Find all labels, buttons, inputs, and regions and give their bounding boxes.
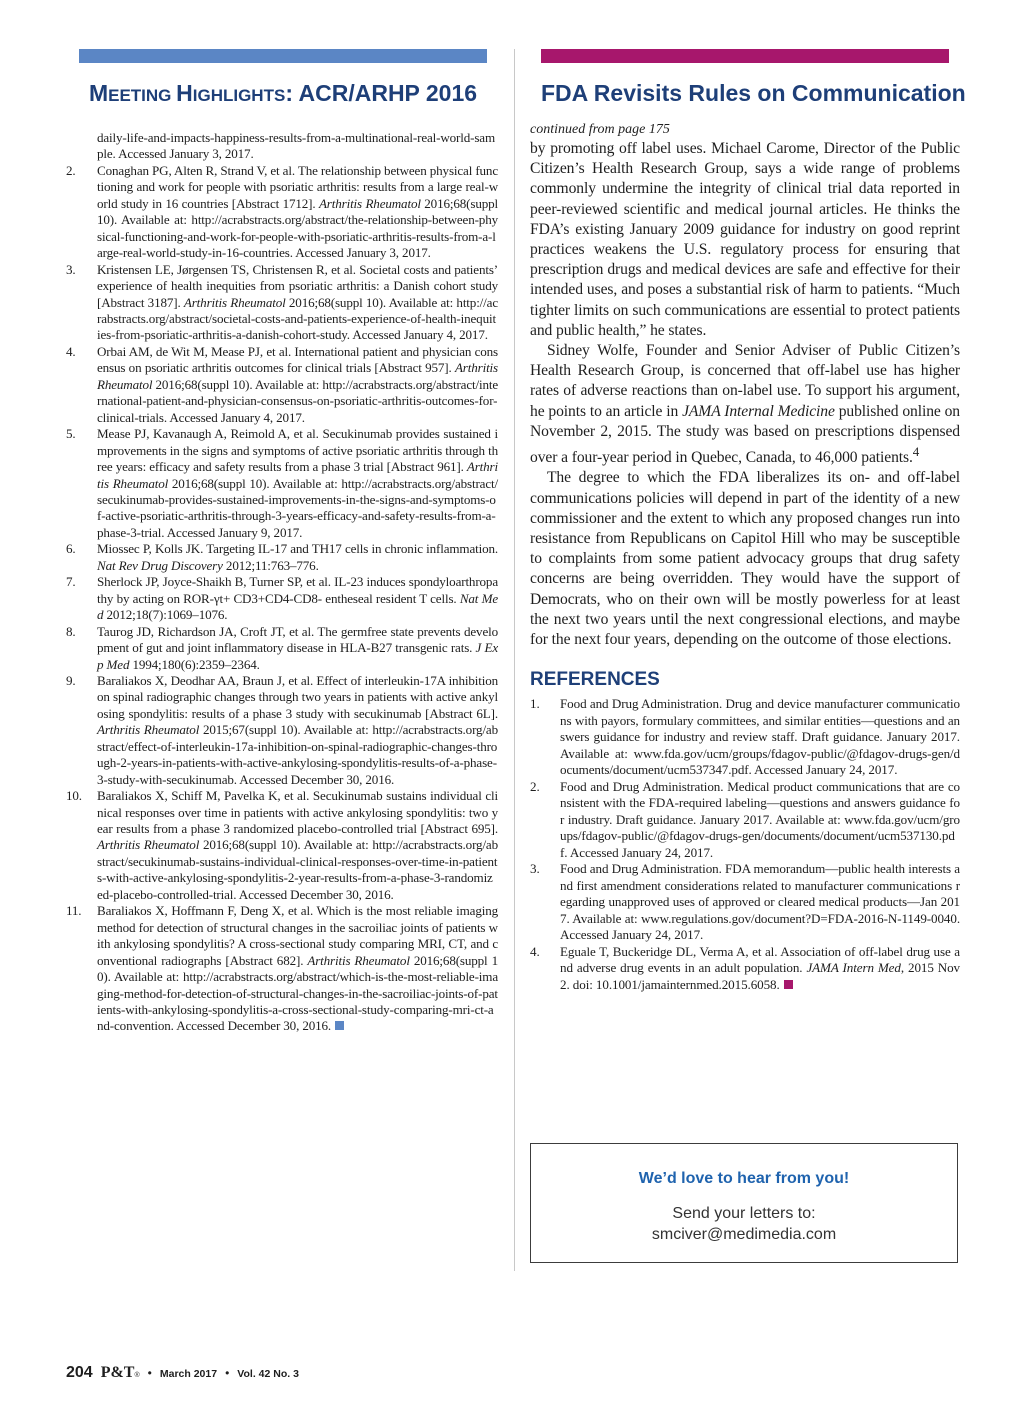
reference-item	[66, 426, 498, 541]
text-run: Baraliakos X, Deodhar AA, Braun J, et al. Effect of interleukin-17A inhibition on spinal radiographic changes through two years in patients with active ankylosing spondylitis: results of a phase 3 study with secukinumab [Abstract 6L].	[97, 672, 498, 721]
text-run: 2012;11:763–776.	[222, 557, 319, 573]
letters-box-title: We’d love to hear from you!	[638, 1170, 850, 1187]
text-run: The degree to which the FDA liberalizes its on- and off-label communications policies will depend in part of the identity of a new commissioner and the extent to which any proposed changes run into resistance from Republicans on Capitol Hill who may be susceptible to complaints from some patient advocacy groups that drug safety concerns are being overridden. They would have the support of Democrats, who on their own will be mostly powerless for at least the next two years until the next congressional elections, and maybe for the next four years, depending on the outcome of those elections.	[530, 469, 960, 649]
reference-item	[66, 130, 498, 163]
reference-number: 7.	[66, 574, 76, 590]
issue-date: March 2017	[159, 1368, 218, 1380]
reference-text	[97, 130, 498, 163]
text-run: 2016;68(suppl 10). Available at: http://acrabstracts.org/abstract/societal-costs-and-patients-experience-of-health-inequities-from-psoriatic-arthritis-a-danish-cohort-study. Accessed January 4, 2017.	[97, 294, 498, 343]
text-run: 2012;18(7):1069–1076.	[103, 607, 228, 623]
reference-text	[560, 944, 960, 994]
page-number: 204	[66, 1364, 93, 1381]
article-paragraph	[530, 468, 960, 650]
reference-item	[66, 163, 498, 262]
reference-text	[560, 779, 960, 862]
text-run: Miossec P, Kolls JK. Targeting IL-17 and TH17 cells in chronic inflammation.	[97, 541, 498, 557]
reference-number: 2.	[530, 778, 540, 794]
reference-item	[66, 344, 498, 426]
reference-number: 11.	[66, 903, 82, 919]
text-run: Kristensen LE, Jørgensen TS, Christensen R, et al. Societal costs and patients’ experience of health inequities from psoriatic arthritis: a Danish cohort study [Abstract 3187].	[97, 261, 498, 310]
italic-text: Arthritis Rheumatol	[97, 360, 498, 392]
footer-separator: •	[147, 1366, 152, 1380]
text-run: 2016;68(suppl 10). Available at: http://acrabstracts.org/abstract/international-patient-and-physician-consensus-on-psoriatic-arthritis-outcomes-for-clinical-trials. Accessed January 4, 2017.	[97, 376, 498, 425]
reference-item	[66, 788, 498, 903]
text-run: Sherlock JP, Joyce-Shaikh B, Turner SP, et al. IL-23 induces spondyloarthropathy by acting on ROR-γt+ CD3+CD4-CD8- entheseal resident T cells.	[97, 574, 498, 606]
article-column	[530, 121, 960, 993]
text-run: 2016;68(suppl 10). Available at: http://acrabstracts.org/abstract/which-is-the-most-reliable-imaging-method-for-detection-of-structural-changes-in-the-sacroiliac-joints-of-patients-with-ankylosing-spondylitis-a-cross-sectional-study-comparing-mri-ct-and-convention. Accessed December 30, 2016.	[97, 952, 498, 1034]
text-run: Baraliakos X, Hoffmann F, Deng X, et al. Which is the most reliable imaging method for detection of structural changes in the sacroiliac joints of patients with ankylosing spondylitis? A cross-sectional study comparing MRI, CT, and conventional radiographs [Abstract 682].	[97, 903, 498, 968]
reference-number: 8.	[66, 623, 76, 639]
text-run: Food and Drug Administration. Drug and device manufacturer communications with payors, formulary committees, and similar entities—questions and answers guidance for industry and review staff. Draft guidance. January 2017. Available at: www.fda.gov/ucm/groups/fdagov-public/@fdagov-drugs-gen/documents/document/ucm537347.pdf. Accessed January 24, 2017.	[560, 696, 960, 778]
reference-number: 3.	[530, 861, 540, 877]
text-run: Orbai AM, de Wit M, Mease PJ, et al. International patient and physician consensus on psoriatic arthritis outcomes for clinical trials [Abstract 957].	[97, 343, 498, 376]
text-run: daily-life-and-impacts-happiness-results-from-a-multinational-real-world-sample. Accessed January 3, 2017.	[97, 130, 495, 162]
reference-text	[97, 163, 498, 262]
text-run: 2015;67(suppl 10). Available at: http://acrabstracts.org/abstract/effect-of-interleukin-17a-inhibition-on-spinal-radiographic-changes-through-2-years-in-patients-with-active-ankylosing-spondylitis-results-of-a-phase-3-study-with-secukinumab. Accessed December 30, 2016.	[97, 722, 498, 787]
reference-text	[97, 344, 498, 426]
reference-text	[97, 574, 498, 623]
italic-text: JAMA Internal Medicine	[682, 402, 835, 420]
reference-item	[66, 574, 498, 623]
reference-text	[560, 861, 960, 944]
reference-number: 4.	[530, 943, 540, 959]
journal-name: P&T®	[100, 1364, 140, 1381]
reference-text	[97, 624, 498, 673]
text-run: 2016;68(suppl 10). Available at: http://acrabstracts.org/abstract/secukinumab-provides-sustained-improvements-in-the-signs-and-symptoms-of-active-psoriatic-arthritis-through-3-years-efficacy-and-safety-results-from-a-phase-3-trial. Accessed January 9, 2017.	[97, 475, 498, 540]
italic-text: Nat Med	[97, 590, 498, 623]
reference-item	[66, 624, 498, 673]
article-title: FDA Revisits Rules on Communication	[541, 80, 966, 106]
italic-text: Nat Rev Drug Discovery	[97, 557, 223, 573]
reference-number: 4.	[66, 343, 76, 359]
text-run: Mease PJ, Kavanaugh A, Reimold A, et al. Secukinumab provides sustained improvements in the signs and symptoms of active psoriatic arthritis through three years: efficacy and safety results from a phase 3 trial [Abstract 961].	[97, 426, 498, 475]
reference-text	[97, 262, 498, 344]
italic-text: JAMA Intern Med	[806, 960, 901, 976]
reference-number: 2.	[66, 162, 76, 178]
continued-note: continued from page 175	[530, 122, 670, 137]
left-reference-list	[66, 130, 498, 1035]
meeting-highlights-heading: MEETING HIGHLIGHTS: ACR/ARHP 2016	[88, 80, 478, 106]
article-body	[530, 139, 960, 650]
reference-text	[97, 673, 498, 788]
text-run: Sidney Wolfe, Founder and Senior Adviser of Public Citizen’s Health Research Group, is concerned that off-label use has higher rates of adverse reactions than on-label use. To support his argument, he points to an article in	[530, 342, 960, 420]
references-heading: REFERENCES	[530, 669, 660, 691]
article-paragraph	[530, 341, 960, 468]
reference-item	[530, 696, 960, 779]
reference-number: 1.	[530, 696, 540, 712]
end-of-article-square-icon	[784, 980, 793, 989]
reference-number: 9.	[66, 672, 76, 688]
column-divider	[514, 49, 515, 1271]
reference-text	[97, 903, 498, 1035]
text-run: 2016;68(suppl 10). Available at: http://acrabstracts.org/abstract/secukinumab-sustains-individual-clinical-responses-over-time-in-patients-with-active-ankylosing-spondylitis-2-year-results-from-a-phase-3-randomized-placebo-controlled-trial. Accessed December 30, 2016.	[97, 837, 498, 902]
letters-box-prompt: Send your letters to:	[672, 1205, 816, 1222]
footer-separator: •	[225, 1366, 230, 1380]
letters-box	[530, 1143, 958, 1263]
text-run: by promoting off label uses. Michael Carome, Director of the Public Citizen’s Health Research Group, says a wide range of problems commonly undermine the integrity of clinical trial data reported in peer-reviewed scientific and medical journal articles. He thinks the FDA’s existing January 2009 guidance for industry on good reprint practices weakens the U.S. regulatory process for ensuring that prescription drugs and medical devices are safe and effective for their intended uses, and poses a substantial risk of harm to patients. “Much tighter limits on such communications are essential to protect patients and public health,” he states.	[530, 140, 960, 339]
reference-item	[66, 541, 498, 574]
italic-text: Arthritis Rheumatol	[307, 952, 410, 968]
reference-text	[97, 426, 498, 541]
text-run: Conaghan PG, Alten R, Strand V, et al. The relationship between physical functioning and work for people with psoriatic arthritis: results from a large real-world study in 16 countries [Abstract 1712].	[97, 162, 498, 211]
reference-text	[97, 541, 498, 574]
italic-text: Arthritis Rheumatol	[318, 195, 421, 211]
reference-item	[66, 262, 498, 344]
citation-superscript: 4	[912, 444, 920, 460]
text-run: Food and Drug Administration. Medical product communications that are consistent with the FDA-required labeling—questions and answers guidance for industry. Draft guidance. January 2017. Available at: www.fda.gov/ucm/groups/fdagov-public/@fdagov-drugs-gen/documents/document/ucm537130.pdf. Accessed January 24, 2017.	[560, 778, 960, 860]
reference-number: 3.	[66, 261, 76, 277]
page-footer	[66, 1364, 299, 1382]
reference-item	[530, 944, 960, 994]
text-run: Eguale T, Buckeridge DL, Verma A, et al. Association of off-label drug use and adverse drug events in an adult population.	[560, 943, 960, 976]
reference-number: 10.	[66, 788, 82, 804]
reference-item	[66, 903, 498, 1035]
article-paragraph	[530, 139, 960, 341]
italic-text: Arthritis Rheumatol	[183, 294, 286, 310]
reference-text	[97, 788, 498, 903]
letters-email[interactable]: smciver@medimedia.com	[651, 1226, 837, 1243]
reference-item	[530, 779, 960, 862]
text-run: Food and Drug Administration. FDA memorandum—public health interests and first amendment considerations related to manufacturer communications regarding unapproved uses of approved or cleared medical products—Jan 2017. Available at: www.regulations.gov/document?D=FDA-2016-N-1149-0040. Accessed January 24, 2017.	[560, 861, 960, 943]
italic-text: Arthritis Rheumatol	[97, 722, 200, 738]
reference-item	[530, 861, 960, 944]
text-run: Taurog JD, Richardson JA, Croft JT, et al. The germfree state prevents development of gut and joint inflammatory disease in HLA-B27 transgenic rats.	[97, 623, 498, 656]
issue-volume: Vol. 42 No. 3	[237, 1368, 299, 1380]
reference-number: 5.	[66, 426, 76, 442]
text-run: Baraliakos X, Schiff M, Pavelka K, et al. Secukinumab sustains individual clinical responses over time in patients with active ankylosing spondylitis: two year results from a phase 3 randomized placebo-controlled trial [Abstract 695].	[97, 788, 498, 837]
text-run: published online on November 2, 2015. The study was based on prescriptions dispensed over a four-year period in Quebec, Canada, to 46,000 patients.	[530, 402, 961, 467]
text-run: 1994;180(6):2359–2364.	[129, 656, 260, 672]
end-of-article-square-icon	[335, 1021, 344, 1030]
text-run: 2016;68(suppl 10). Available at: http://acrabstracts.org/abstract/the-relationship-between-physical-functioning-and-work-for-people-with-psoriatic-arthritis-results-from-a-large-real-world-study-in-16-countries. Accessed January 3, 2017.	[97, 195, 498, 261]
reference-text	[560, 696, 960, 779]
reference-number: 6.	[66, 541, 76, 557]
right-reference-list	[530, 696, 960, 993]
italic-text: Arthritis Rheumatol	[97, 459, 498, 491]
italic-text: Arthritis Rheumatol	[97, 837, 200, 853]
italic-text: J Exp Med	[97, 640, 498, 672]
left-section-color-bar	[79, 49, 487, 63]
right-section-color-bar	[541, 49, 949, 63]
text-run: , 2015 Nov 2. doi: 10.1001/jamainternmed.2015.6058.	[560, 960, 961, 992]
reference-item	[66, 673, 498, 788]
